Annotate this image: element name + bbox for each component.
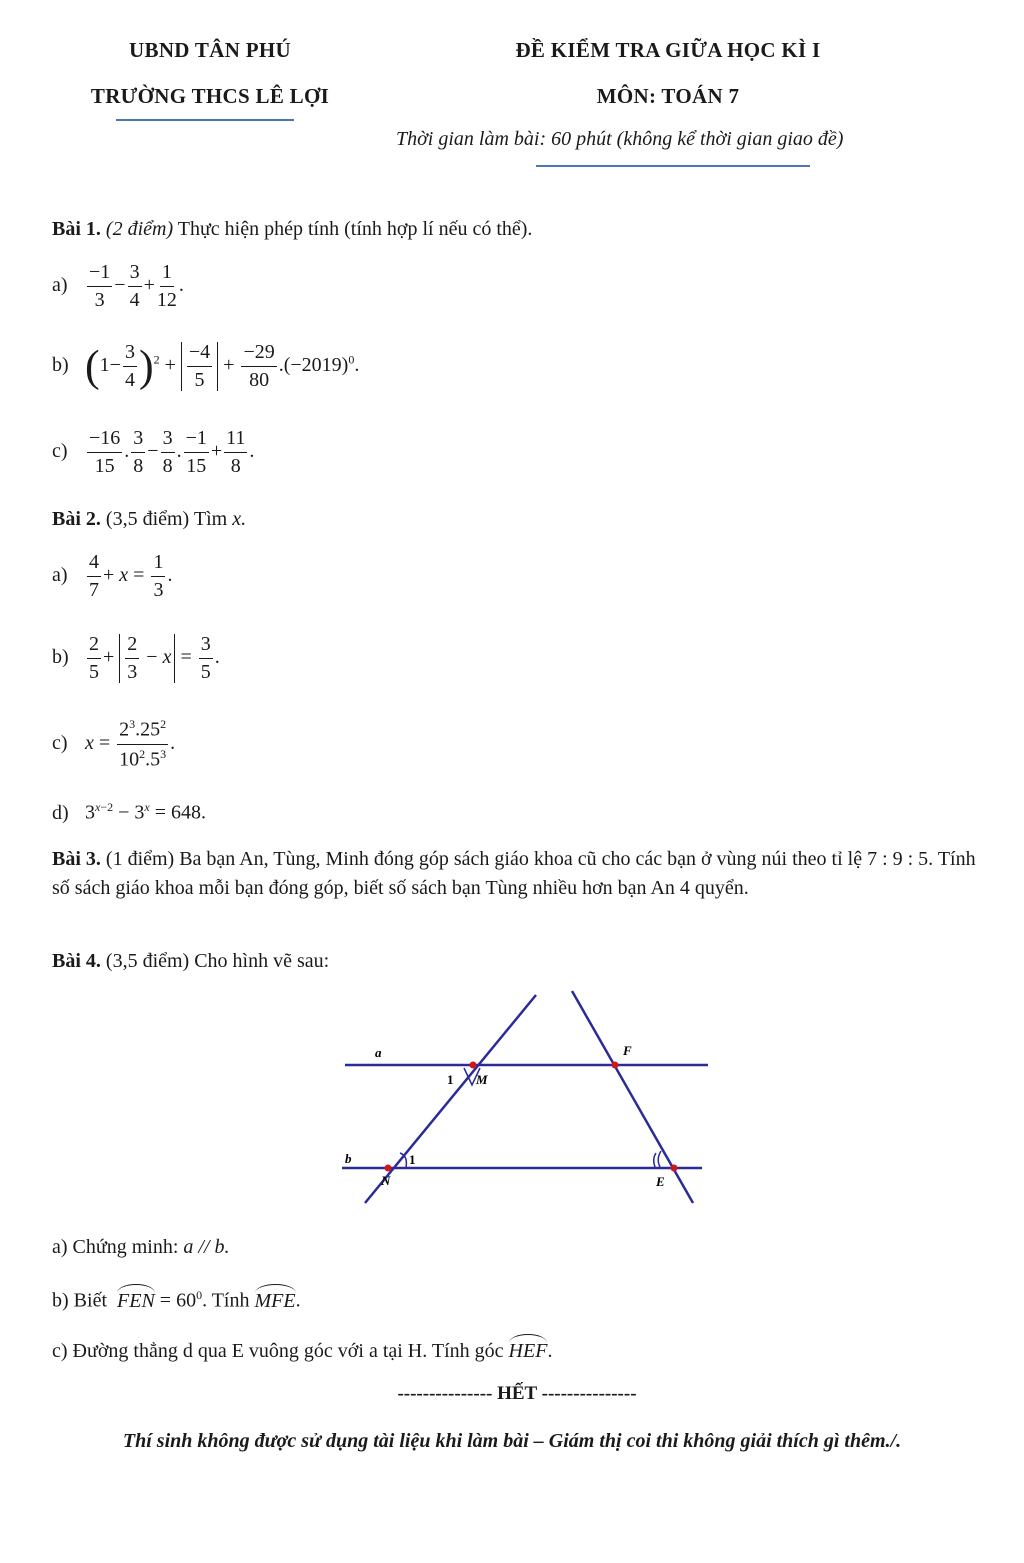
- bai4-title: Bài 4.: [52, 950, 101, 972]
- bai3-text: (1 điểm) Ba bạn An, Tùng, Minh đóng góp sách giáo khoa cũ cho các bạn ở vùng núi theo tỉ lệ 7 : 9 : 5. Tính số sách giáo khoa mỗi bạn đóng góp, biết số sách bạn Tùng nhiều hơn bạn An 4 quyển.: [52, 848, 976, 899]
- angle-E-mark-2: [658, 1151, 661, 1167]
- bai4-a-expr: a // b.: [183, 1236, 230, 1258]
- bai1-prompt: Thực hiện phép tính (tính hợp lí nếu có thể).: [177, 218, 533, 240]
- exam-time-note: Thời gian làm bài: 60 phút (không kể thời gian giao đề): [396, 128, 844, 150]
- bai4-heading: [52, 950, 329, 973]
- fraction: $\frac{1}{12}$: [156, 261, 177, 311]
- bai4-c-end: .: [547, 1340, 553, 1362]
- bai4-b-text2: . Tính: [202, 1289, 250, 1312]
- label-b: b: [345, 1151, 352, 1166]
- bai2-c-label: c): [52, 731, 68, 754]
- bai3: [52, 845, 992, 903]
- bai2-var: x.: [232, 508, 247, 530]
- bai4-c-text: Đường thẳng d qua E vuông góc với a tại H. Tính góc: [72, 1340, 504, 1362]
- bai2-b-label: b): [52, 646, 69, 669]
- bai2-c: c) x = $\frac{2^3.25^2}{10^2.5^3}$ .: [52, 717, 176, 771]
- angle-hef: HEF: [508, 1340, 548, 1362]
- bai2-points: (3,5 điểm): [105, 508, 190, 530]
- bai1-a-label: a): [52, 274, 68, 297]
- bai4-c: [52, 1340, 552, 1363]
- bai4-b-label: b): [52, 1289, 69, 1312]
- bai4-b-text1: Biết: [73, 1289, 108, 1312]
- bai4-b-eq: = 60: [154, 1289, 197, 1312]
- point-N: [385, 1165, 392, 1172]
- fraction: $\frac{3}{4}$: [124, 341, 135, 391]
- point-F: [612, 1062, 619, 1069]
- label-M: M: [476, 1072, 488, 1087]
- time-underline: [536, 165, 810, 167]
- bai2-a-label: a): [52, 564, 68, 587]
- bai4-a-label: a): [52, 1236, 68, 1258]
- bai1-b: b) (1− $\frac{3}{4}$ )$^2$ + $\frac{-4}{5}$ + $\frac{-29}{80}$ $.(-2019)^0$.: [52, 341, 360, 391]
- fraction: $\frac{-29}{80}$: [243, 341, 275, 391]
- school-name: TRƯỜNG THCS LÊ LỢI: [90, 84, 330, 108]
- exam-title: ĐỀ KIỂM TRA GIỮA HỌC KÌ I: [515, 38, 821, 62]
- label-1-top: 1: [447, 1072, 454, 1087]
- bai4-c-label: c): [52, 1340, 68, 1362]
- bai1-c-label: c): [52, 440, 68, 463]
- line-NM: [365, 995, 536, 1203]
- label-N: N: [381, 1173, 391, 1188]
- bai2-d-label: d): [52, 801, 69, 824]
- bai4-b-end: .: [295, 1289, 301, 1312]
- footer-note: Thí sinh không được sử dụng tài liệu khi làm bài – Giám thị coi thi không giải thích gì thêm./.: [122, 1430, 902, 1452]
- absolute-value: $\frac{2}{3}$ − x: [119, 634, 175, 683]
- fraction: $\frac{-16}{15}$: [89, 427, 121, 477]
- bai1-a: a) $\frac{-1}{3}$ − $\frac{3}{4}$ + $\frac{1}{12}$ .: [52, 261, 184, 311]
- point-E: [671, 1165, 678, 1172]
- angle-mfe: MFE: [254, 1289, 296, 1312]
- absolute-value: $\frac{-4}{5}$: [181, 342, 218, 391]
- bai2-prompt: Tìm: [193, 508, 228, 530]
- bai1-heading: [52, 218, 532, 241]
- point-M: [470, 1062, 477, 1069]
- bai1-points: (2 điểm): [105, 218, 174, 240]
- bai4-b: b) Biết FEN = $60^0$. Tính MFE.: [52, 1288, 301, 1312]
- school-district: UBND TÂN PHÚ: [129, 38, 291, 62]
- label-E: E: [656, 1174, 665, 1189]
- bai2-title: Bài 2.: [52, 508, 101, 530]
- end-mark: --------------- HẾT ---------------: [397, 1383, 637, 1404]
- bai1-c: c) $\frac{-16}{15}$ . $\frac{3}{8}$ − $\frac{3}{8}$ . $\frac{-1}{15}$ + $\frac{11}{8}$ .: [52, 427, 255, 477]
- bai2-heading: [52, 508, 246, 531]
- geometry-figure: [330, 985, 720, 1215]
- fraction: $\frac{-1}{3}$: [89, 261, 111, 311]
- label-a: a: [375, 1045, 382, 1060]
- bai1-b-label: b): [52, 354, 69, 377]
- bai3-title: Bài 3.: [52, 848, 101, 870]
- bai4-a-text: Chứng minh:: [72, 1236, 179, 1258]
- label-1-bottom: 1: [409, 1152, 416, 1167]
- school-underline: [116, 119, 294, 121]
- bai4-a: [52, 1236, 230, 1259]
- label-F: F: [623, 1043, 632, 1058]
- exam-subject: MÔN: TOÁN 7: [596, 84, 740, 108]
- bai2-a: a) $\frac{4}{7}$ + x = $\frac{1}{3}$ .: [52, 551, 173, 601]
- bai1-title: Bài 1.: [52, 218, 101, 240]
- bai4-text: (3,5 điểm) Cho hình vẽ sau:: [105, 950, 330, 972]
- bai2-d: d) $3^{x-2} - 3^x = 648$.: [52, 800, 206, 824]
- bai2-b: b) $\frac{2}{5}$ + $\frac{2}{3}$ − x = $\frac{3}{5}$ .: [52, 633, 220, 683]
- angle-E-mark: [654, 1153, 656, 1167]
- fraction: $\frac{3}{4}$: [129, 261, 140, 311]
- angle-fen: FEN: [117, 1289, 155, 1312]
